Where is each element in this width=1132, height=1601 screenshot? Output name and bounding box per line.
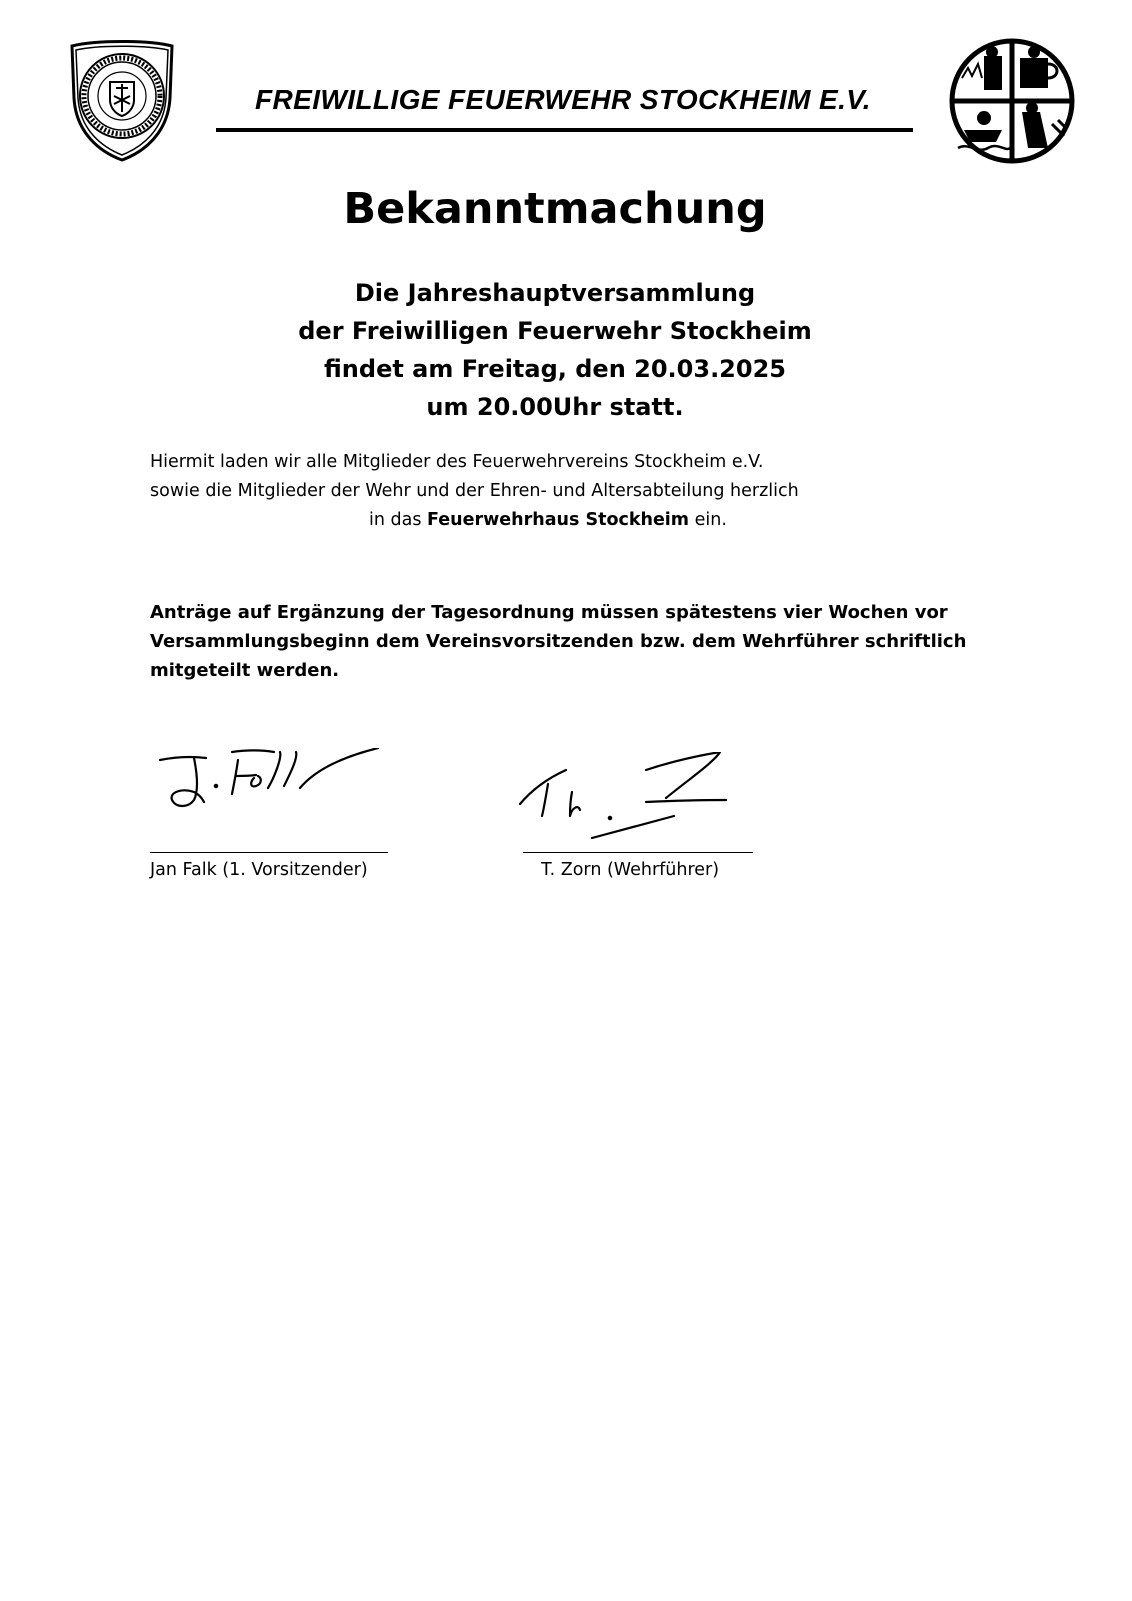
signature-line-fire-chief — [523, 852, 753, 853]
organization-title: FREIWILLIGE FEUERWEHR STOCKHEIM E.V. — [255, 84, 871, 115]
motions-line-1: Anträge auf Ergänzung der Tagesordnung müssen spätestens vier Wochen vor — [150, 602, 948, 623]
meeting-headline — [0, 274, 1110, 426]
motions-line-2: Versammlungsbeginn dem Vereinsvorsitzenden bzw. dem Wehrführer schriftlich — [150, 631, 967, 652]
invitation-line-2: sowie die Mitglieder der Wehr und der Ehren- und Altersabteilung herzlich — [150, 481, 799, 501]
title-underline — [216, 128, 913, 132]
invitation-paragraph — [150, 448, 870, 535]
invitation-suffix: ein. — [694, 510, 727, 530]
town-crest-icon — [66, 38, 178, 162]
invitation-prefix: in das — [369, 510, 422, 530]
invitation-line-1: Hiermit laden wir alle Mitglieder des Feuerwehrvereins Stockheim e.V. — [150, 452, 764, 472]
signature-falk — [150, 748, 390, 828]
fire-brigade-emblem-icon — [948, 38, 1076, 164]
signature-line-chairman — [150, 852, 388, 853]
motions-notice — [150, 598, 990, 685]
document-title: Bekanntmachung — [343, 184, 767, 234]
headline-line-2: der Freiwilligen Feuerwehr Stockheim — [298, 317, 812, 345]
motions-line-3: mitgeteilt werden. — [150, 660, 340, 681]
invitation-line-3 — [150, 506, 870, 535]
headline-line-1: Die Jahreshauptversammlung — [354, 279, 756, 307]
signatory-chairman: Jan Falk (1. Vorsitzender) — [150, 860, 368, 880]
meeting-location: Feuerwehrhaus Stockheim — [427, 510, 690, 530]
signature-zorn — [518, 752, 758, 862]
signatory-fire-chief: T. Zorn (Wehrführer) — [541, 860, 720, 880]
headline-line-4: um 20.00Uhr statt. — [426, 393, 684, 421]
headline-line-3: findet am Freitag, den 20.03.2025 — [324, 355, 786, 383]
